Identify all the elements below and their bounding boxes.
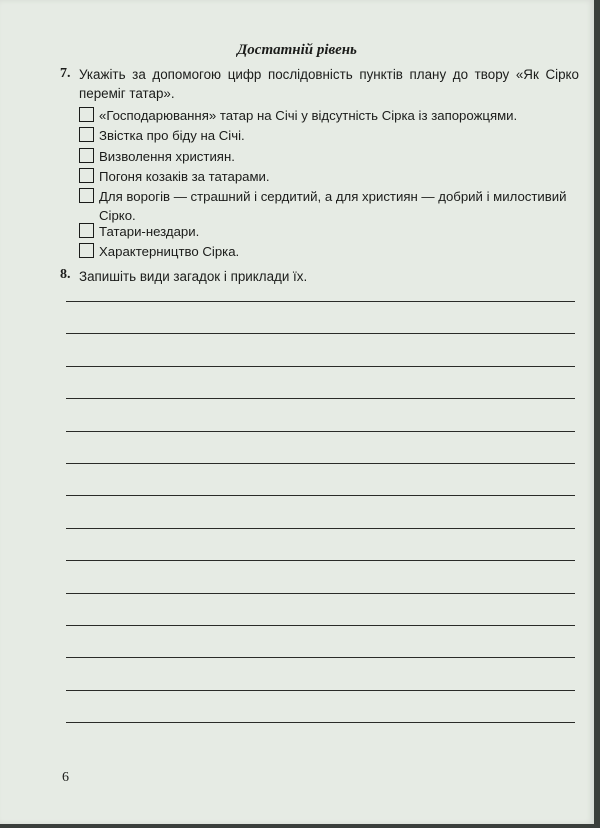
answer-line[interactable] (66, 301, 575, 302)
order-checkbox[interactable] (79, 168, 94, 183)
answer-line[interactable] (66, 431, 575, 432)
plan-option-3 (79, 147, 579, 166)
plan-option-5 (79, 187, 579, 225)
plan-option-label: Звістка про біду на Січі. (99, 128, 245, 143)
answer-line[interactable] (66, 495, 575, 496)
answer-line[interactable] (66, 366, 575, 367)
plan-option-label: «Господарювання» татар на Січі у відсутність Сірка із запорожцями. (99, 108, 518, 123)
plan-option-7 (79, 242, 579, 261)
question-8-number: 8. (60, 267, 71, 282)
question-7-number: 7. (60, 66, 71, 81)
plan-option-label: Погоня козаків за татарами. (99, 169, 270, 184)
answer-line[interactable] (66, 463, 575, 464)
order-checkbox[interactable] (79, 223, 94, 238)
answer-line[interactable] (66, 657, 575, 658)
plan-option-2 (79, 126, 579, 145)
plan-option-label: Визволення християн. (99, 149, 235, 164)
order-checkbox[interactable] (79, 107, 94, 122)
answer-line[interactable] (66, 593, 575, 594)
question-8-text: Запишіть види загадок і приклади їх. (79, 269, 308, 284)
order-checkbox[interactable] (79, 243, 94, 258)
order-checkbox[interactable] (79, 148, 94, 163)
answer-line[interactable] (66, 398, 575, 399)
order-checkbox[interactable] (79, 127, 94, 142)
answer-line[interactable] (66, 333, 575, 334)
plan-option-label: Для ворогів — страшний і сердитий, а для християн — добрий і милостивий Сірко. (99, 189, 567, 223)
plan-option-label: Характерництво Сірка. (99, 244, 240, 259)
plan-option-1 (79, 106, 579, 125)
question-7-text: Укажіть за допомогою цифр послідовність пунктів плану до твору «Як Сірко переміг татар». (79, 67, 579, 101)
plan-option-4 (79, 167, 579, 186)
answer-line[interactable] (66, 560, 575, 561)
answer-line[interactable] (66, 690, 575, 691)
order-checkbox[interactable] (79, 188, 94, 203)
plan-option-label: Татари-нездари. (99, 224, 200, 239)
level-title: Достатній рівень (237, 42, 357, 58)
answer-line[interactable] (66, 528, 575, 529)
answer-line[interactable] (66, 625, 575, 626)
plan-option-6 (79, 222, 579, 241)
page-number: 6 (62, 770, 69, 785)
answer-line[interactable] (66, 722, 575, 723)
